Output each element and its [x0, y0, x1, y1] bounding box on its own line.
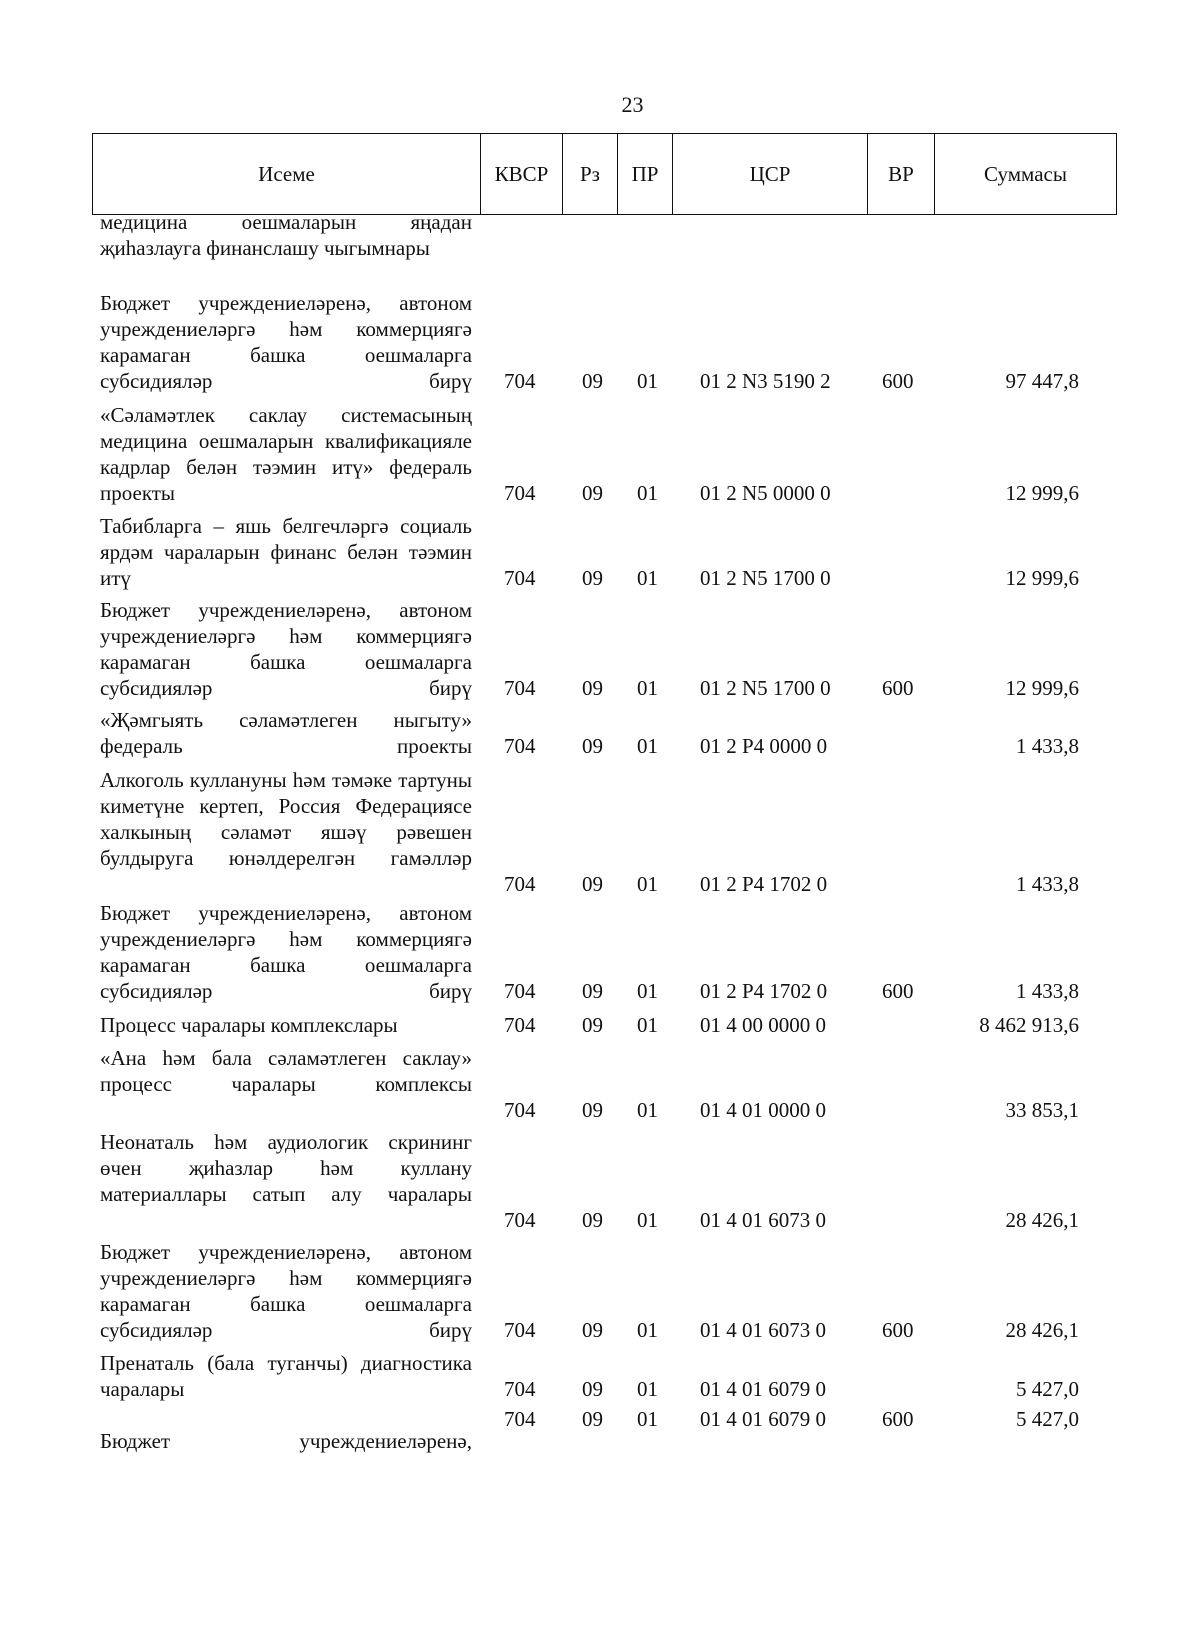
table-row [92, 402, 1117, 506]
row-csr: 01 4 01 6079 0 [700, 1407, 826, 1431]
table-row [92, 1239, 1117, 1343]
row-name: Неонаталь һәм аудиологик скрининг өчен җиһазлар һәм куллану материаллары сатып алу чаралары [100, 1130, 472, 1206]
row-name: Бюджет учреждениеләренә, автоном учреждениеләргә һәм коммерциягә карамаган башка оешмаларга субсидияләр бирү [100, 598, 472, 700]
header-rz: Рз [563, 134, 618, 214]
row-sum: 28 426,1 [1005, 1318, 1079, 1342]
row-csr: 01 4 01 6073 0 [700, 1318, 826, 1342]
row-rz: 09 [582, 1208, 603, 1232]
table-row [92, 1350, 1117, 1402]
row-rz: 09 [582, 1098, 603, 1122]
row-vr: 600 [882, 979, 914, 1003]
row-sum: 8 462 913,6 [979, 1013, 1079, 1037]
row-sum: 12 999,6 [1005, 676, 1079, 700]
row-csr: 01 4 01 6079 0 [700, 1377, 826, 1401]
row-rz: 09 [582, 1377, 603, 1401]
row-rz: 09 [582, 872, 603, 896]
row-pr: 01 [637, 1377, 658, 1401]
row-kvsr: 704 [504, 872, 536, 896]
row-pr: 01 [637, 872, 658, 896]
row-kvsr: 704 [504, 734, 536, 758]
row-pr: 01 [637, 1098, 658, 1122]
row-pr: 01 [637, 1013, 658, 1037]
header-csr: ЦСР [673, 134, 868, 214]
table-row [92, 209, 1117, 287]
row-vr: 600 [882, 369, 914, 393]
row-pr: 01 [637, 734, 658, 758]
row-rz: 09 [582, 734, 603, 758]
row-name: Пренаталь (бала туганчы) диагностика чаралары [100, 1351, 472, 1401]
row-rz: 09 [582, 566, 603, 590]
row-kvsr: 704 [504, 566, 536, 590]
row-vr: 600 [882, 676, 914, 700]
row-kvsr: 704 [504, 1407, 536, 1431]
row-name: Бюджет учреждениеләренә, автоном учреждениеләргә һәм коммерциягә карамаган башка оешмаларга субсидияләр бирү [100, 901, 472, 1003]
table-header [92, 133, 1117, 215]
row-sum: 12 999,6 [1005, 481, 1079, 505]
page-number: 23 [621, 92, 644, 117]
header-vr: ВР [868, 134, 935, 214]
table-row [92, 513, 1117, 591]
row-rz: 09 [582, 369, 603, 393]
row-name: Табибларга – яшь белгечләргә социаль ярдәм чараларын финанс белән тәэмин итү [100, 514, 472, 590]
row-kvsr: 704 [504, 1208, 536, 1232]
row-sum: 12 999,6 [1005, 566, 1079, 590]
row-kvsr: 704 [504, 481, 536, 505]
table-row [92, 1012, 1117, 1038]
row-name: Бюджет учреждениеләренә, автоном учреждениеләргә һәм коммерциягә карамаган башка оешмаларга субсидияләр бирү [100, 291, 472, 393]
row-sum: 1 433,8 [1016, 979, 1079, 1003]
row-csr: 01 2 P4 1702 0 [700, 872, 828, 896]
row-csr: 01 4 01 0000 0 [700, 1098, 826, 1122]
row-kvsr: 704 [504, 369, 536, 393]
row-rz: 09 [582, 1318, 603, 1342]
row-name: медицина оешмаларын яңадан җиһазлауга финанслашу чыгымнары [100, 210, 472, 260]
row-kvsr: 704 [504, 1098, 536, 1122]
table-row [92, 767, 1117, 897]
table-row [92, 597, 1117, 701]
row-name: Бюджет учреждениеләренә, [100, 1429, 472, 1453]
row-rz: 09 [582, 979, 603, 1003]
table-row [92, 1129, 1117, 1233]
row-sum: 97 447,8 [1005, 369, 1079, 393]
table-row [92, 290, 1117, 394]
row-pr: 01 [637, 1208, 658, 1232]
header-name: Исеме [93, 134, 481, 214]
row-kvsr: 704 [504, 676, 536, 700]
row-sum: 1 433,8 [1016, 734, 1079, 758]
row-name: Алкоголь куллануны һәм тәмәке тартуны киметүне кертеп, Россия Федерациясе халкының сәламәт яшәү рәвешен булдыруга юнәлдерелгән гамәлләр [100, 768, 472, 870]
header-pr: ПР [618, 134, 673, 214]
row-name: «Сәламәтлек саклау системасының медицина оешмаларын квалификацияле кадрлар белән тәэмин итү» федераль проекты [100, 403, 472, 505]
row-rz: 09 [582, 1407, 603, 1431]
row-csr: 01 2 N3 5190 2 [700, 369, 831, 393]
row-csr: 01 2 N5 1700 0 [700, 676, 831, 700]
row-sum: 5 427,0 [1016, 1377, 1079, 1401]
row-csr: 01 2 N5 1700 0 [700, 566, 831, 590]
row-sum: 33 853,1 [1005, 1098, 1079, 1122]
row-pr: 01 [637, 676, 658, 700]
row-sum: 1 433,8 [1016, 872, 1079, 896]
header-kvsr: КВСР [481, 134, 563, 214]
row-kvsr: 704 [504, 1013, 536, 1037]
row-name: Процесс чаралары комплекслары [100, 1013, 398, 1037]
row-kvsr: 704 [504, 1318, 536, 1342]
row-csr: 01 4 00 0000 0 [700, 1013, 826, 1037]
row-pr: 01 [637, 369, 658, 393]
row-rz: 09 [582, 481, 603, 505]
row-csr: 01 2 P4 0000 0 [700, 734, 828, 758]
row-rz: 09 [582, 1013, 603, 1037]
row-name: «Җәмгыять сәламәтлеген ныгыту» федераль проекты [100, 708, 472, 758]
row-pr: 01 [637, 566, 658, 590]
row-pr: 01 [637, 1407, 658, 1431]
row-rz: 09 [582, 676, 603, 700]
row-vr: 600 [882, 1318, 914, 1342]
table-row [92, 1045, 1117, 1123]
table-row [92, 707, 1117, 759]
row-pr: 01 [637, 979, 658, 1003]
table-row [92, 900, 1117, 1004]
row-csr: 01 4 01 6073 0 [700, 1208, 826, 1232]
row-name: Бюджет учреждениеләренә, автоном учреждениеләргә һәм коммерциягә карамаган башка оешмаларга субсидияләр бирү [100, 1240, 472, 1342]
table-row [92, 1407, 1117, 1453]
row-csr: 01 2 P4 1702 0 [700, 979, 828, 1003]
row-pr: 01 [637, 1318, 658, 1342]
row-kvsr: 704 [504, 1377, 536, 1401]
row-sum: 5 427,0 [1016, 1407, 1079, 1431]
row-kvsr: 704 [504, 979, 536, 1003]
row-csr: 01 2 N5 0000 0 [700, 481, 831, 505]
row-sum: 28 426,1 [1005, 1208, 1079, 1232]
header-sum: Суммасы [984, 161, 1067, 186]
row-pr: 01 [637, 481, 658, 505]
row-name: «Ана һәм бала сәламәтлеген саклау» процесс чаралары комплексы [100, 1046, 472, 1096]
row-vr: 600 [882, 1407, 914, 1431]
